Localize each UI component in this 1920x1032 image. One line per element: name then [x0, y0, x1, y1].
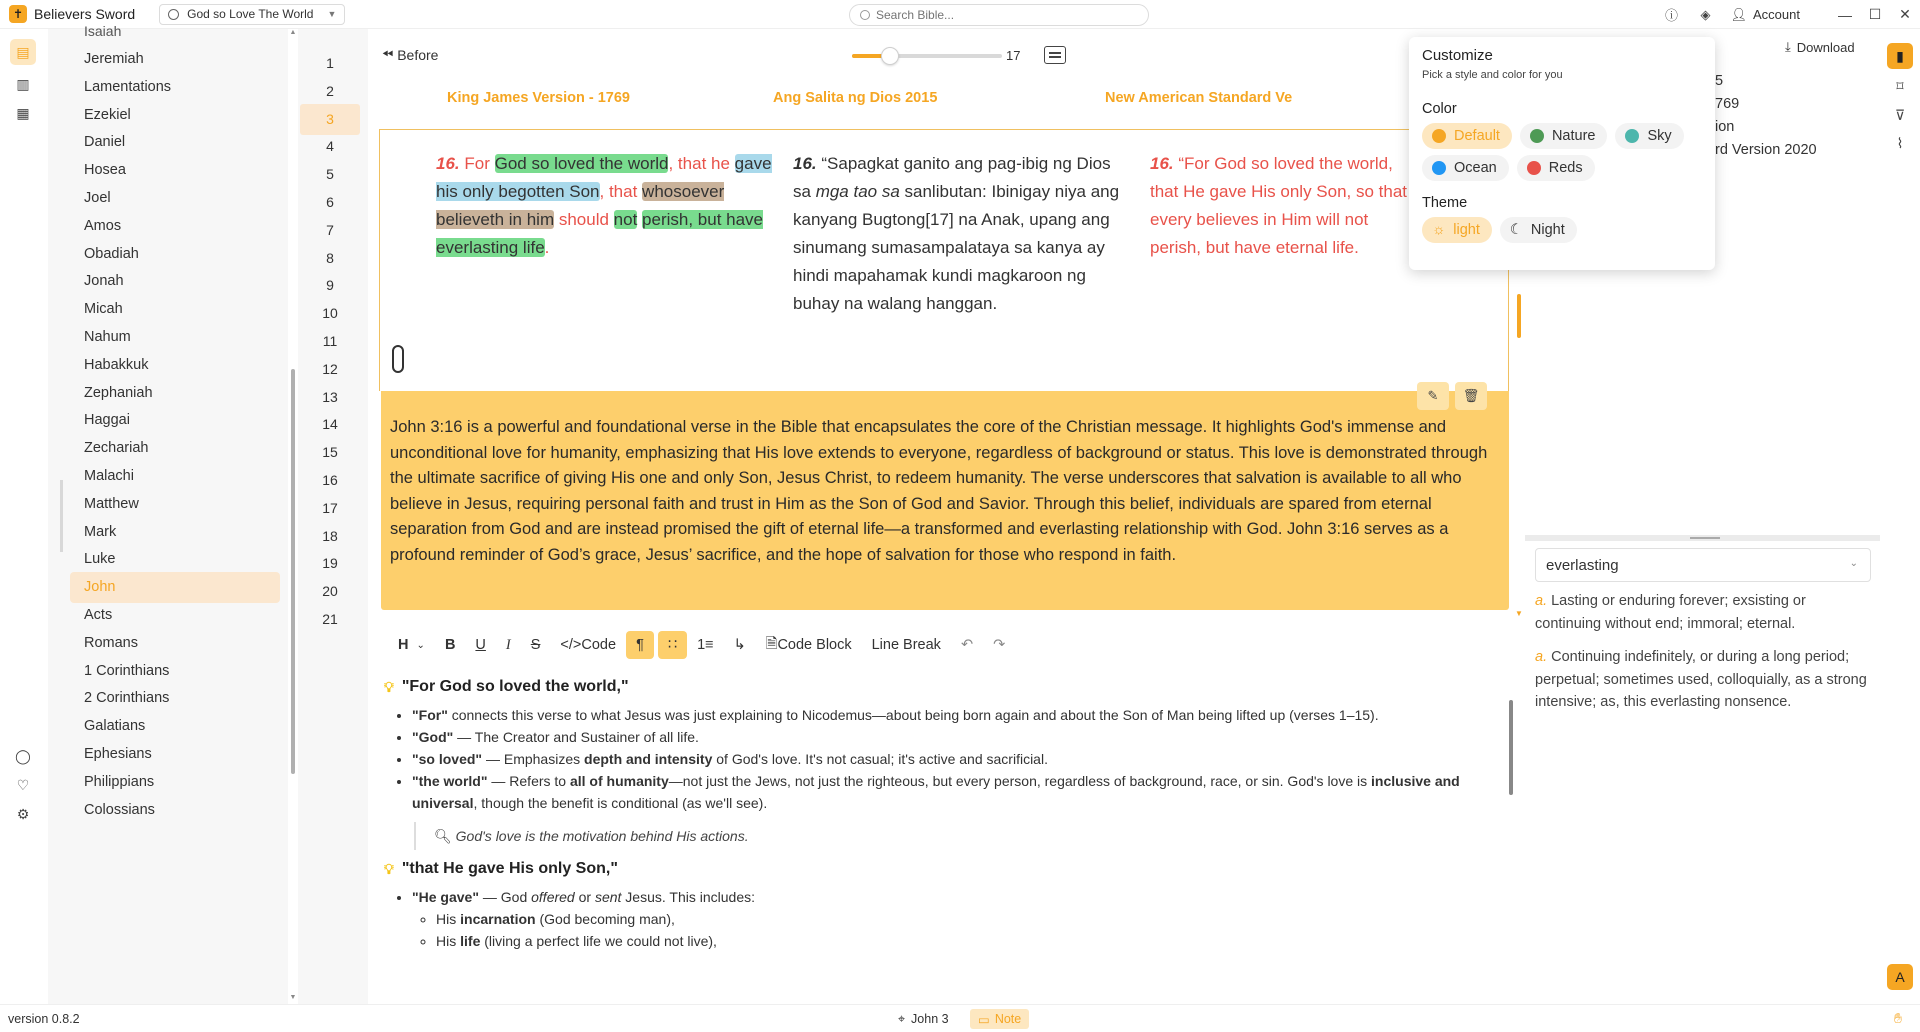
book-item[interactable]: Lamentations [84, 78, 172, 95]
paperclip-icon [392, 345, 404, 373]
note-icon: ▭ [978, 1012, 990, 1027]
version-header-tagalog[interactable]: Ang Salita ng Dios 2015 [773, 90, 938, 106]
list-item-italic: offered [531, 889, 575, 905]
search-input[interactable] [876, 8, 1126, 22]
app-name: Believers Sword [34, 6, 136, 22]
list-item-bold: "God" [412, 729, 454, 745]
maximize-button[interactable]: ☐ [1868, 6, 1882, 22]
book-list-scrollbar[interactable] [288, 29, 298, 1004]
book-item[interactable]: Galatians [84, 718, 146, 735]
list-item-text: — Refers to [487, 773, 570, 789]
status-bar [0, 1004, 1920, 1032]
chapter-item[interactable]: 8 [326, 249, 334, 266]
book-open-icon[interactable]: ▮ [1887, 43, 1913, 69]
paperclip-icon[interactable]: ⌇ [1896, 134, 1904, 151]
book-item[interactable]: Haggai [84, 412, 130, 429]
scroll-down-icon[interactable]: ▼ [1515, 609, 1523, 618]
user-icon: 👤︎ [1730, 6, 1748, 22]
blockquote-text: God's love is the motivation behind His actions. [455, 828, 749, 844]
version-list-item[interactable]: rd Version 2020 [1715, 142, 1817, 158]
chapter-item[interactable]: 5 [326, 166, 334, 183]
paragraph-button[interactable]: ¶ [626, 631, 654, 659]
list-item [436, 930, 1494, 952]
verse-text: “Sapagkat ganito ang pag-ibig ng Dios sa [793, 154, 1111, 201]
dictionary-icon[interactable]: A [1887, 964, 1913, 990]
list-item-italic: sent [594, 889, 622, 905]
chapter-item[interactable]: 18 [322, 527, 338, 544]
chapter-item[interactable]: 15 [322, 444, 338, 461]
chapter-item[interactable]: 6 [326, 194, 334, 210]
color-dot-icon [1527, 161, 1541, 175]
list-item-text: — The Creator and Sustainer of all life. [453, 729, 699, 745]
heading-button[interactable] [388, 631, 435, 659]
version-list-item[interactable]: ion [1715, 119, 1735, 135]
book-item[interactable]: Hosea [84, 162, 126, 179]
color-option-label: Reds [1548, 160, 1583, 176]
theme-light-button[interactable] [1422, 217, 1492, 243]
study-tab-title: God so Love The World [187, 7, 314, 21]
definition-text: Lasting or enduring forever; exsisting or continuing without end; immoral; eternal. [1535, 593, 1806, 632]
book-item[interactable]: Jeremiah [84, 51, 144, 67]
before-label: Before [397, 46, 439, 63]
list-item [412, 704, 1494, 726]
version-list-item[interactable]: 769 [1715, 96, 1740, 112]
color-dot-icon [1432, 161, 1446, 175]
color-option-default[interactable] [1422, 123, 1512, 149]
bookmark-icon[interactable]: ⌑ [1896, 77, 1904, 94]
reader-pane [370, 29, 1525, 1004]
verse-text: For [459, 154, 495, 173]
customize-popover [1409, 37, 1715, 270]
list-item-text: Jesus. This includes: [621, 889, 756, 905]
current-chapter[interactable] [898, 1012, 949, 1027]
list-item-bold: life [460, 933, 481, 949]
version-header-nasb[interactable]: New American Standard Ve [1105, 90, 1293, 106]
book-item[interactable]: Malachi [84, 468, 134, 484]
chapter-item[interactable]: 21 [322, 611, 338, 627]
doc-heading-text: "that He gave His only Son," [401, 860, 618, 877]
download-icon: ⤓ [1785, 39, 1791, 54]
list-item [412, 770, 1494, 814]
highlight-tan[interactable]: whosoever believeth in him [436, 182, 725, 229]
color-option-label: Ocean [1454, 160, 1497, 176]
title-right-controls [1655, 0, 1920, 29]
chevron-down-icon: ⌄ [416, 639, 425, 651]
right-rail [1880, 29, 1920, 1004]
chapter-item[interactable]: 16 [322, 472, 338, 488]
font-size-slider[interactable] [852, 54, 1002, 58]
highlight-green[interactable]: perish, but have everlasting life [436, 210, 764, 257]
search-icon [860, 10, 870, 20]
book-item[interactable]: Philippians [84, 773, 155, 790]
list-item-text: His [436, 911, 461, 927]
notes-icon[interactable]: ▦ [16, 104, 30, 121]
theme-section-label: Theme [1422, 195, 1468, 211]
verse-text: , that he [668, 154, 735, 173]
color-dot-icon [1530, 129, 1544, 143]
code-block-button[interactable] [756, 631, 862, 659]
chapter-item[interactable]: 19 [322, 555, 338, 572]
chapter-item[interactable]: 1 [326, 55, 334, 71]
italic-button[interactable]: I [505, 636, 511, 653]
note-document[interactable] [384, 678, 1494, 1008]
chapter-item[interactable]: 12 [322, 360, 338, 377]
list-item-bold: "He gave" [412, 889, 479, 905]
book-item[interactable]: John [70, 572, 280, 603]
color-option-ocean[interactable] [1422, 155, 1509, 181]
code-block-label: Code Block [777, 637, 852, 653]
list-item-text: of God's love. It's not casual; it's active and sacrificial. [712, 751, 1048, 767]
bible-icon[interactable]: ▤ [10, 39, 36, 65]
color-option-nature[interactable] [1520, 123, 1608, 149]
download-button[interactable] [1785, 39, 1855, 55]
book-item[interactable]: Jonah [84, 273, 124, 290]
color-option-label: Nature [1551, 128, 1596, 144]
app-version: version 0.8.2 [8, 1012, 80, 1026]
scroll-thumb[interactable] [291, 369, 295, 774]
bold-button[interactable]: B [444, 637, 456, 653]
scroll-up-icon[interactable]: ▲ [289, 29, 297, 36]
version-header-kjv[interactable]: King James Version - 1769 [447, 90, 630, 106]
settings-gear-icon[interactable]: ⚙ [16, 805, 30, 822]
list-item-bold: "so loved" [412, 751, 483, 767]
current-chapter-label: John 3 [911, 1012, 949, 1026]
slider-knob[interactable] [881, 47, 899, 65]
verse-nasb[interactable] [1150, 150, 1412, 257]
verse-text-italic: mga tao sa [815, 182, 900, 201]
chapter-item[interactable]: 11 [322, 333, 338, 349]
magnifier-icon: 🔍︎ [434, 828, 452, 844]
list-item-text: (God becoming man), [535, 911, 675, 927]
inline-code-button[interactable]: </>Code [560, 637, 617, 653]
list-item-text: , though the benefit is conditional (as we'll see). [473, 795, 768, 811]
part-of-speech: a. [1535, 593, 1548, 609]
chapter-list [298, 29, 368, 1004]
highlight-blue[interactable]: gave his only begotten Son [436, 154, 772, 201]
verse-text: sanlibutan: Ibinigay niya ang kanyang Bugtong[17] na Anak, upang ang sinumang sumasampalataya sa kanya ay hindi mapahamak kundi magkaroon ng buhay na walang hanggan. [793, 182, 1120, 313]
heading-label: H [398, 637, 409, 653]
highlight-green[interactable]: not [613, 210, 638, 229]
left-rail [0, 29, 48, 1004]
chevron-down-icon: ⌄ [1849, 558, 1858, 569]
verse-text: , that [599, 182, 643, 201]
list-item-text: His [436, 933, 461, 949]
rewind-icon: ⏪︎ [382, 46, 394, 62]
chapter-item[interactable]: 20 [322, 583, 338, 600]
chapter-item[interactable]: 7 [326, 221, 334, 238]
color-option-sky[interactable] [1615, 123, 1683, 149]
paint-bucket-icon[interactable]: ◈ [1700, 6, 1711, 22]
document-scrollbar[interactable] [1508, 690, 1514, 1012]
book-item-partial[interactable]: Isaiah [84, 23, 122, 39]
color-section-label: Color [1422, 101, 1457, 117]
chapter-item[interactable]: 17 [322, 499, 338, 516]
blockquote [414, 822, 1494, 850]
book-item[interactable]: Colossians [84, 801, 155, 818]
underline-button[interactable]: U [475, 637, 486, 653]
file-icon: 🗎︎ [765, 635, 778, 652]
edit-note-icon[interactable]: ✎ [1417, 382, 1449, 410]
color-dot-icon [1625, 129, 1639, 143]
book-item[interactable]: Ephesians [84, 746, 152, 762]
download-label: Download [1796, 39, 1855, 55]
list-item-bold: all of humanity [569, 773, 669, 789]
chapter-item[interactable]: 3 [300, 104, 360, 135]
dictionary-word: everlasting [1546, 556, 1619, 574]
list-item-bold: "For" [412, 707, 448, 723]
doc-list [412, 886, 1494, 952]
book-item[interactable]: Obadiah [84, 245, 139, 262]
right-panel-resize-handle[interactable] [1525, 535, 1880, 541]
before-button[interactable] [382, 46, 438, 63]
doc-heading [384, 860, 1494, 878]
lightbulb-icon: 💡︎ [384, 678, 394, 695]
chapter-item[interactable]: 4 [326, 138, 334, 155]
list-item [412, 726, 1494, 748]
list-item-bold: incarnation [460, 911, 536, 927]
note-status-label: Note [994, 1012, 1022, 1026]
list-item-text: (living a perfect life we could not live), [480, 933, 717, 949]
list-item [412, 748, 1494, 770]
editor-toolbar [388, 631, 1015, 659]
color-dot-icon [1432, 129, 1446, 143]
book-item[interactable]: Romans [84, 634, 138, 651]
customize-title: Customize [1422, 47, 1493, 64]
list-item-text: — God [478, 889, 532, 905]
book-item[interactable]: Joel [84, 190, 111, 206]
dictionary-definition [1535, 646, 1871, 714]
sun-icon: ☼ [1432, 222, 1446, 238]
doc-heading-text: "For God so loved the world," [401, 678, 629, 695]
panel-resize-handle[interactable] [60, 480, 63, 552]
dictionary-definition [1535, 590, 1871, 635]
theme-night-label: Night [1530, 222, 1565, 238]
verse-number: 16. [793, 154, 817, 173]
lightbulb-icon: 💡︎ [384, 860, 394, 877]
chevron-down-icon: ▼ [327, 9, 337, 19]
account-button[interactable] [1731, 7, 1801, 23]
hand-icon[interactable]: ✋︎ [1894, 1010, 1902, 1026]
title-bar [0, 0, 1920, 29]
definition-text: Continuing indefinitely, or during a long period; perpetual; sometimes used, colloquially, as a strong intensive; as, this everlasting nonsence. [1535, 649, 1867, 710]
list-item [412, 886, 1494, 952]
verse-tagalog[interactable] [793, 150, 1131, 318]
moon-icon: ☾ [1509, 222, 1523, 238]
color-option-label: Sky [1647, 128, 1672, 144]
layout-toggle-icon[interactable] [1044, 46, 1066, 64]
heart-icon[interactable]: ♡ [16, 776, 30, 793]
book-item[interactable]: Zephaniah [84, 384, 153, 401]
strikethrough-button[interactable]: S [530, 637, 541, 653]
chapter-item[interactable]: 9 [326, 277, 334, 294]
book-item[interactable]: Matthew [84, 495, 139, 512]
account-label: Account [1753, 7, 1800, 22]
scroll-thumb[interactable] [1509, 700, 1513, 795]
book-item[interactable]: Luke [84, 551, 116, 568]
indent-button[interactable]: ↳ [733, 637, 746, 653]
verse-note[interactable] [381, 391, 1509, 610]
chapter-item[interactable]: 10 [322, 305, 338, 322]
highlighter-icon[interactable]: ⊽ [1894, 106, 1906, 123]
book-item[interactable]: 2 Corinthians [84, 690, 170, 707]
list-item-text: connects this verse to what Jesus was just explaining to Nicodemus—about being born again and about the Son of Man being lifted up (verses 1–15). [447, 707, 1379, 723]
part-of-speech: a. [1535, 649, 1548, 665]
doc-heading [384, 678, 1494, 696]
list-item-bold: depth and intensity [584, 751, 713, 767]
note-actions [1417, 382, 1487, 410]
color-option-label: Default [1454, 128, 1500, 144]
list-item-text: — Emphasizes [482, 751, 585, 767]
list-item [436, 908, 1494, 930]
book-item[interactable]: Micah [84, 301, 123, 318]
verse-text: . [544, 238, 550, 257]
color-options [1422, 123, 1702, 181]
theme-night-button[interactable] [1500, 217, 1577, 243]
profile-icon[interactable]: ◯ [15, 747, 31, 764]
minimize-button[interactable]: — [1838, 6, 1852, 23]
color-option-reds[interactable] [1517, 155, 1595, 181]
verse-number: 16. [436, 154, 460, 173]
chapter-item[interactable]: 13 [322, 388, 338, 405]
app-logo-icon: ✝ [9, 5, 27, 23]
note-status-button[interactable] [970, 1009, 1029, 1029]
verse-kjv[interactable] [436, 150, 774, 262]
book-item[interactable]: Mark [84, 523, 117, 540]
book-list [48, 23, 288, 1004]
doc-list [412, 704, 1494, 814]
chapter-item[interactable]: 2 [326, 82, 334, 99]
version-list-partial [1715, 70, 1817, 162]
info-icon[interactable]: ⓘ [1664, 8, 1678, 23]
book-item[interactable]: 1 Corinthians [84, 662, 170, 679]
book-item[interactable]: Habakkuk [84, 356, 149, 373]
reader-scroll-thumb[interactable] [1517, 294, 1521, 338]
grip-icon [1690, 537, 1720, 539]
list-item-bold: inclusive and universal [412, 773, 1460, 811]
customize-subtitle: Pick a style and color for you [1422, 69, 1563, 81]
study-tab-selector[interactable] [159, 4, 345, 25]
list-item-bold: "the world" [412, 773, 488, 789]
globe-icon [168, 9, 179, 20]
verse-note-text: John 3:16 is a powerful and foundational verse in the Bible that encapsulates the core of the Christian message. It highlights God's immense and unconditional love for humanity, emphasizing that His love extends to everyone, regardless of background or status. This love is demonstrated through the ultimate sacrifice of giving His one and only Son, Jesus Christ, to redeem humanity. The verse underscores that salvation is available to all who believe in Jesus, requiring personal faith and trust in Him as the Son of God and Savior. Through this belief, individuals are spared from eternal separation from God and are instead promised the gift of eternal life—a transformed and everlasting relationship with God. John 3:16 serves as a profound reminder of God’s grace, Jesus’ sacrifice, and the hope of salvation for those who respond in faith. [390, 418, 1488, 564]
line-break-button[interactable]: Line Break [871, 637, 941, 653]
version-list-item[interactable]: 5 [1715, 73, 1724, 89]
book-item[interactable]: Acts [84, 607, 113, 623]
dictionary-word-select[interactable] [1535, 548, 1871, 582]
verse-text: “For God so loved the world, that He gave His only Son, so that every believes in Him will not perish, but have eternal life. [1150, 154, 1408, 257]
book-item[interactable]: Amos [84, 217, 122, 234]
highlight-green[interactable]: God so loved the world [494, 154, 669, 173]
book-item[interactable]: Zechariah [84, 440, 149, 457]
delete-note-icon[interactable]: 🗑︎ [1455, 382, 1487, 410]
doc-sublist [436, 908, 1494, 952]
redo-button[interactable]: ↷ [993, 637, 1006, 653]
theme-options [1422, 217, 1702, 243]
verse-text: should [554, 210, 614, 229]
book-item[interactable]: Ezekiel [84, 106, 131, 123]
book-item[interactable]: Daniel [84, 134, 126, 151]
search-bar[interactable] [849, 4, 1149, 26]
ordered-list-button[interactable]: 1≡ [697, 637, 714, 653]
chapter-item[interactable]: 14 [322, 416, 338, 433]
close-button[interactable]: ✕ [1899, 6, 1911, 22]
bullet-list-button[interactable]: ∷ [658, 631, 687, 659]
pin-icon: ⌖ [898, 1012, 906, 1026]
book-item[interactable]: Nahum [84, 329, 131, 345]
font-size-value: 17 [1006, 48, 1021, 63]
books-icon[interactable]: ▥ [16, 75, 30, 92]
theme-light-label: light [1453, 222, 1480, 238]
list-item-text: or [574, 889, 595, 905]
verse-number: 16. [1150, 154, 1174, 173]
undo-button[interactable]: ↶ [960, 637, 974, 653]
scroll-down-icon[interactable]: ▼ [289, 994, 297, 1001]
list-item-text: —not just the Jews, not just the righteous, but every person, regardless of background, race, or sin. God's love is [668, 773, 1372, 789]
